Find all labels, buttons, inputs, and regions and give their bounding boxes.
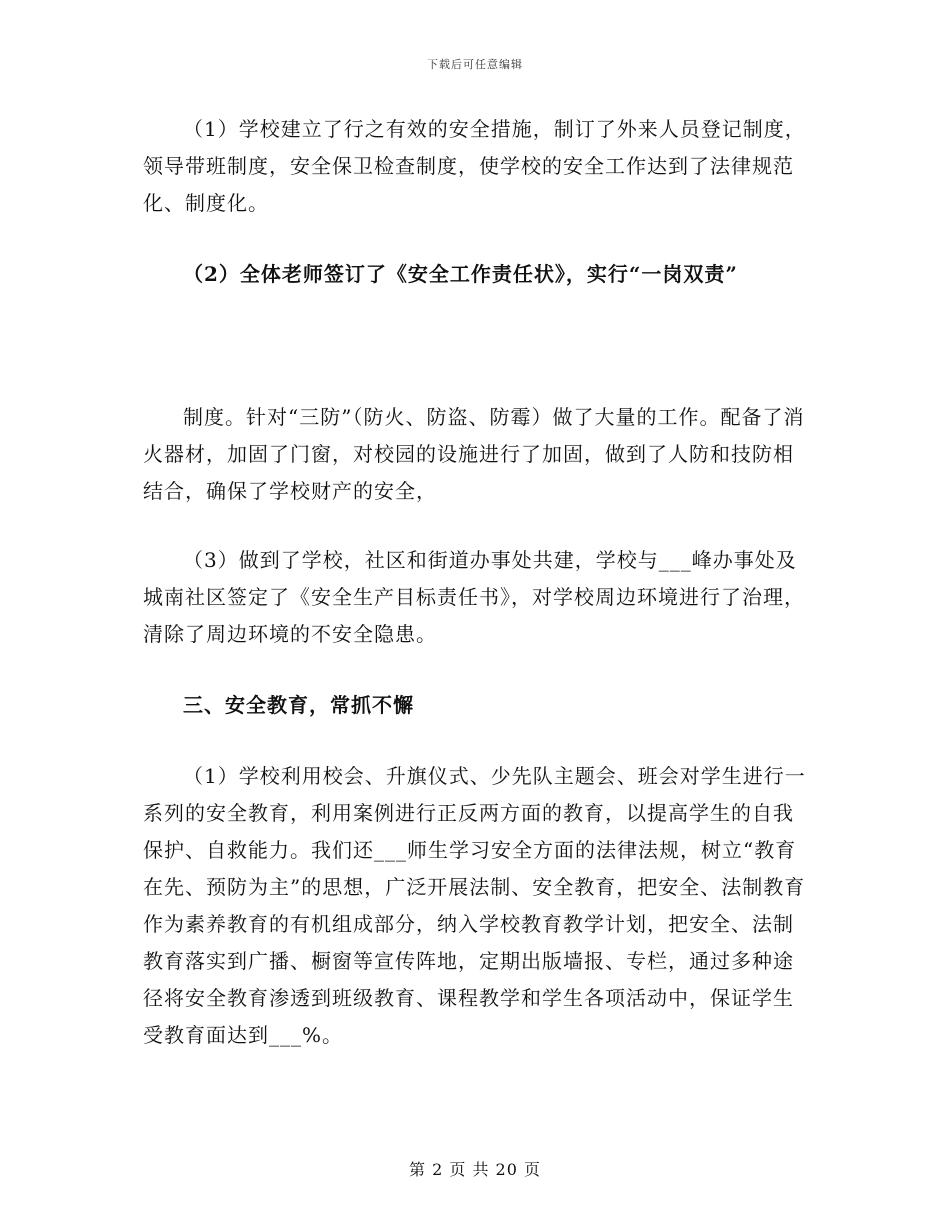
paragraph-4: （3）做到了学校，社区和街道办事处共建，学校与___峰办事处及城南社区签定了《安全生产目标责任书》，对学校周边环境进行了治理，清除了周边环境的不安全隐患。 [143,548,805,646]
spacer [143,293,813,399]
paragraph-5: （1）学校利用校会、升旗仪式、少先队主题会、班会对学生进行一系列的安全教育，利用案例进行正反两方面的教育，以提高学生的自我保护、自救能力。我们还___师生学习安全方面的法律法规，树立“教育在先、预防为主”的思想，广泛开展法制、安全教育，把安全、法制教育作为素养教育的有机组成部分，纳入学校教育教学计划，把安全、法制教育落实到广播、橱窗等宣传阵地，定期出版墙报、专栏，通过多种途径将安全教育渗透到班级教育、课程教学和学生各项活动中，保证学生受教育面达到___%。 [143,764,806,1047]
page-header: 下载后可任意编辑 [427,58,523,71]
spacer [143,653,813,687]
page-footer: 第 2 页 共 20 页 [409,1160,541,1179]
paragraph-2-bold: （2）全体老师签订了《安全工作责任状》，实行“一岗双责” [183,262,738,286]
document-body [143,111,813,1054]
spacer [143,510,813,542]
section-heading: 三、安全教育，常抓不懈 [183,693,414,717]
paragraph-1: （1）学校建立了行之有效的安全措施，制订了外来人员登记制度，领导带班制度，安全保卫检查制度，使学校的安全工作达到了法律规范化、制度化。 [143,117,806,215]
spacer [143,724,813,758]
spacer [143,222,813,256]
paragraph-3: 制度。针对“三防”（防火、防盗、防霉）做了大量的工作。配备了消火器材，加固了门窗，对校园的设施进行了加固，做到了人防和技防相结合，确保了学校财产的安全， [143,405,805,503]
